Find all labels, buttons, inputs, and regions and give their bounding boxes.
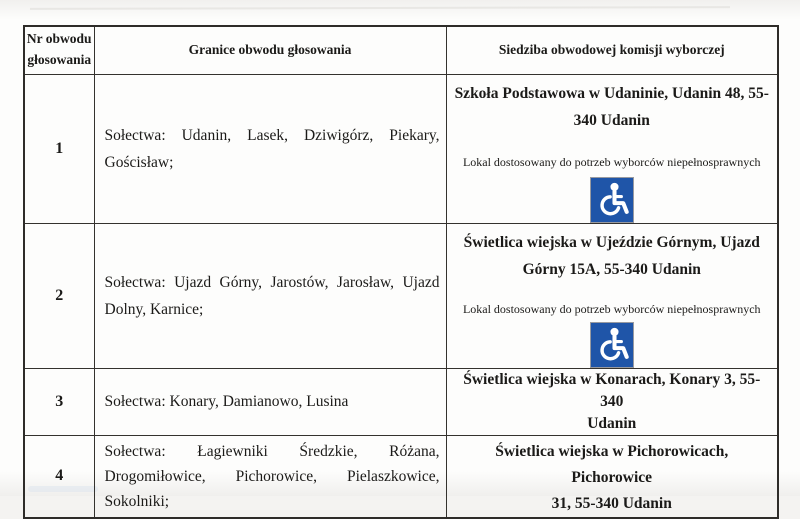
seat-address xyxy=(455,224,770,283)
wheelchair-accessibility-icon xyxy=(590,322,634,368)
boundaries-line: Sołectwa: Łagiewniki Średzkie, Różana, xyxy=(104,442,440,460)
wheelchair-accessibility-icon xyxy=(590,177,634,223)
boundaries-line: Sokolniki; xyxy=(104,492,170,510)
table-row xyxy=(24,435,778,518)
boundaries-line: Sołectwa: Udanin, Lasek, Dziwigórz, Piekary, xyxy=(104,126,440,144)
seat-address-line: Świetlica wiejska w Ujeździe Górnym, Ujazd xyxy=(463,233,760,251)
district-number: 2 xyxy=(24,223,94,368)
seat-address xyxy=(455,369,770,435)
district-number: 4 xyxy=(24,435,94,518)
district-boundaries xyxy=(94,74,446,223)
district-boundaries xyxy=(94,435,446,518)
seat-address xyxy=(455,75,770,134)
col-header-district-number: Nr obwodu głosowania xyxy=(24,26,94,74)
district-boundaries xyxy=(94,368,446,435)
accessibility-note: Lokal dostosowany do potrzeb wyborców niepełnosprawnych xyxy=(462,154,761,169)
scan-artifact xyxy=(30,6,730,10)
seat-address-line: Udanin xyxy=(587,414,637,432)
table-header-row xyxy=(24,26,778,74)
seat-address-line: Górny 15A, 55-340 Udanin xyxy=(522,260,701,278)
seat-address-line: Świetlica wiejska w Pichorowicach, Pichorowice xyxy=(495,442,729,486)
seat-address-line: 31, 55-340 Udanin xyxy=(551,494,672,512)
boundaries-line: Dolny, Karnice; xyxy=(104,300,204,318)
district-number: 3 xyxy=(24,368,94,435)
district-boundaries xyxy=(94,223,446,368)
commission-seat xyxy=(446,368,778,435)
table-row xyxy=(24,74,778,223)
polling-districts-table xyxy=(23,25,779,519)
boundaries-line: Sołectwa: Ujazd Górny, Jarostów, Jarosław, Ujazd xyxy=(104,273,440,291)
boundaries-line: Gościsław; xyxy=(104,153,174,171)
seat-address-line: Świetlica wiejska w Konarach, Konary 3, 55-340 xyxy=(463,370,761,410)
district-number: 1 xyxy=(24,74,94,223)
table-row xyxy=(24,223,778,368)
commission-seat xyxy=(446,223,778,368)
seat-address-line: Szkoła Podstawowa w Udaninie, Udanin 48, 55- xyxy=(454,84,769,102)
commission-seat xyxy=(446,435,778,518)
commission-seat xyxy=(446,74,778,223)
seat-address-line: 340 Udanin xyxy=(573,111,650,129)
col-header-commission-seat: Siedziba obwodowej komisji wyborczej xyxy=(446,26,778,74)
col-header-boundaries: Granice obwodu głosowania xyxy=(94,26,446,74)
boundaries-line: Drogomiłowice, Pichorowice, Pielaszkowice, xyxy=(104,467,440,485)
seat-address xyxy=(455,436,770,517)
table-row xyxy=(24,368,778,435)
boundaries-line: Sołectwa: Konary, Damianowo, Lusina xyxy=(104,392,349,410)
accessibility-note: Lokal dostosowany do potrzeb wyborców niepełnosprawnych xyxy=(462,301,761,316)
